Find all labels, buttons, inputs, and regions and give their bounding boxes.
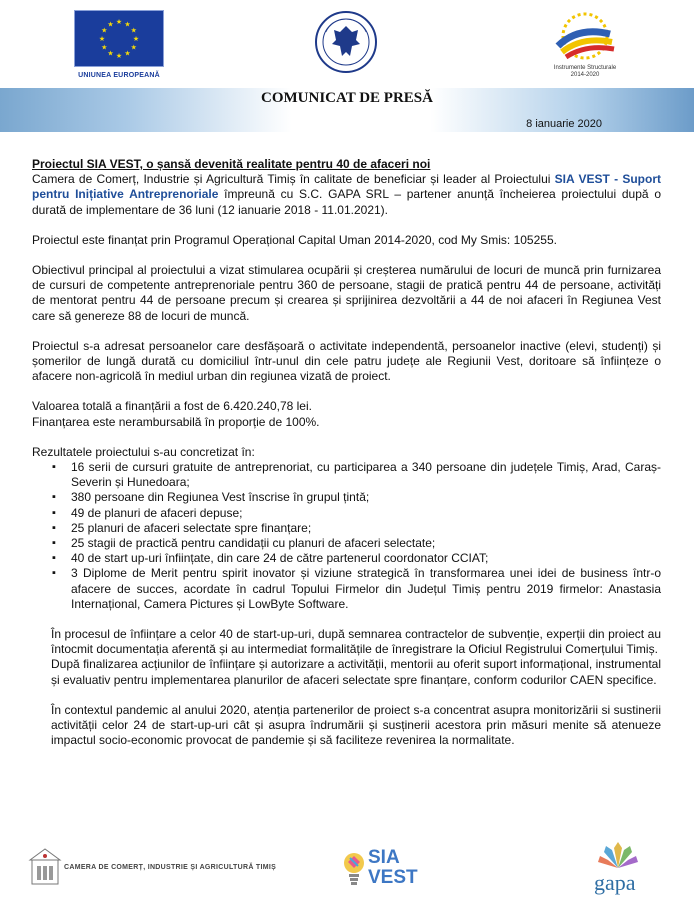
list-item: ▪ 49 de planuri de afaceri depuse; — [52, 506, 661, 521]
list-item: ▪ 25 planuri de afaceri selectate spre finanțare; — [52, 521, 661, 536]
intro-text-end: împreună cu S.C. GAPA SRL – partener anunță încheierea proiectului după o durată de implementare de 36 luni (12 ianuarie 2018 - 11.01.2021). — [32, 187, 661, 217]
press-date: 8 ianuarie 2020 — [526, 118, 602, 130]
paragraph-registration: În procesul de înființare a celor 40 de start-up-uri, după semnarea contractelor de subvenție, experții din proiect au întocmit documentația aferentă și au intermediat formalitățile de înregistrare la Oficiul Registrului Comerțului Timiș. — [51, 627, 661, 657]
cciat-logo — [28, 846, 298, 890]
paragraph-intro — [32, 172, 661, 218]
header-banner — [0, 88, 694, 132]
eu-star-icon: ★ — [101, 44, 108, 52]
list-item: ▪ 16 serii de cursuri gratuite de antreprenoriat, cu participarea a 340 persoane din județele Timiș, Arad, Caraș-Severin și Hunedoara; — [52, 460, 661, 490]
gapa-flower-icon — [586, 838, 650, 874]
gapa-text: gapa — [594, 870, 636, 895]
paragraph-mentoring: După finalizarea acțiunilor de înființare și autorizare a activității, mentorii au oferit suport informațional, instrumental și evaluativ pentru implementarea planurilor de afaceri selectate spre finanțare, conform codurilor CAEN specifice. — [51, 657, 661, 687]
sia-vest-logo — [342, 842, 426, 898]
press-release-body — [32, 157, 661, 749]
eu-caption: UNIUNEA EUROPEANĂ — [78, 72, 160, 79]
eu-star-icon: ★ — [130, 27, 137, 35]
structural-instruments-title: Instrumente Structurale — [553, 65, 617, 71]
results-intro: Rezultatele proiectului s-au concretizat în: — [32, 444, 255, 459]
structural-instruments-caption — [548, 65, 622, 79]
results-list — [32, 460, 661, 612]
eu-star-icon: ★ — [115, 53, 123, 60]
eu-star-icon: ★ — [124, 50, 131, 58]
structural-instruments-logo — [548, 8, 622, 80]
footer-logos — [0, 832, 694, 913]
funding-value: Valoarea totală a finanțării a fost de 6.420.240,78 lei. — [32, 399, 312, 414]
list-item: ▪ 25 stagii de practică pentru candidații cu planuri de afaceri selectate; — [52, 536, 661, 551]
eu-star-icon: ★ — [115, 19, 123, 26]
structural-instruments-icon — [548, 8, 622, 60]
paragraph-target-group: Proiectul s-a adresat persoanelor care desfășoară o activitate independentă, persoanelor inactive (elevi, studenți) și șomerilor de lungă durată cu domiciliul într-unul din cele patru județe ale Regiunii Vest, doritoare să înființeze o afacere non-agricolă în mediul urban din regiunea vizată de proiect. — [32, 338, 661, 384]
paragraph-pandemic: În contextul pandemic al anului 2020, atenția partenerilor de proiect s-a concentrat asupra monitorizării si sustinerii activității celor 24 de start-up-uri cât și asupra îndrumării și susținerii acestora prin măsuri menite să atenueze impactul socio-economic provocat de pandemie și să faciliteze revenirea la normalitate. — [51, 702, 661, 748]
paragraph-funding: Proiectul este finanțat prin Programul Operațional Capital Uman 2014-2020, cod My Smis: 105255. — [32, 232, 557, 247]
eu-logo — [74, 10, 164, 82]
government-seal-icon — [314, 10, 378, 74]
eu-star-icon: ★ — [107, 21, 114, 29]
article-title: Proiectul SIA VEST, o șansă devenită realitate pentru 40 de afaceri noi — [32, 157, 431, 171]
list-item: ▪ 380 persoane din Regiunea Vest înscrise în grupul țintă; — [52, 490, 661, 505]
eu-flag-icon — [74, 10, 164, 67]
project-name: SIA VEST - Suport pentru Inițiative Antreprenoriale — [32, 172, 661, 202]
list-item: ▪ 3 Diplome de Merit pentru spirit inovator și viziune strategică în transformarea unei idei de business într-o afacere de succes, acordate în cadrul Topului Firmelor din Județul Timiș pentru 2019 firmelor: Anastasia Internațional, Camera Pictures și LowByte Software. — [52, 566, 661, 612]
lightbulb-icon — [342, 850, 366, 888]
sia-text: SIA — [368, 847, 400, 868]
list-item: ▪ 40 de start up-uri înființate, din care 24 de către partenerul coordonator CCIAT; — [52, 551, 661, 566]
page-title: COMUNICAT DE PRESĂ — [261, 90, 433, 106]
gapa-logo — [586, 838, 650, 904]
sia-vest-text — [368, 848, 418, 888]
logo-bar — [0, 0, 694, 88]
structural-instruments-years: 2014-2020 — [570, 72, 600, 78]
funding-note: Finanțarea este nerambursabilă în proporție de 100%. — [32, 414, 320, 429]
eu-star-icon: ★ — [132, 36, 140, 43]
cciat-building-icon — [28, 846, 62, 890]
eu-star-icon: ★ — [107, 50, 114, 58]
paragraph-objective: Obiectivul principal al proiectului a vizat stimularea ocupării și creșterea numărului de locuri de muncă prin furnizarea de cursuri de competente antreprenoriale pentru 360 de persoane, stagii de pratică pentru 44 de persoane, activități de mentorat pentru 44 de persoane precum și crearea și sprijinirea dezvoltării a 44 de noi afaceri în Regiunea Vest care să genereze 88 de locuri de muncă. — [32, 263, 661, 323]
eu-star-icon: ★ — [98, 36, 106, 43]
vest-text: VEST — [368, 867, 418, 888]
eu-star-icon: ★ — [124, 21, 131, 29]
eu-star-icon: ★ — [130, 44, 137, 52]
eu-star-icon: ★ — [101, 27, 108, 35]
intro-text-start: Camera de Comerț, Industrie și Agricultură Timiș în calitate de beneficiar și leader al Proiectului — [32, 172, 555, 187]
cciat-name: CAMERA DE COMERȚ, INDUSTRIE ȘI AGRICULTURĂ TIMIȘ — [64, 864, 277, 871]
